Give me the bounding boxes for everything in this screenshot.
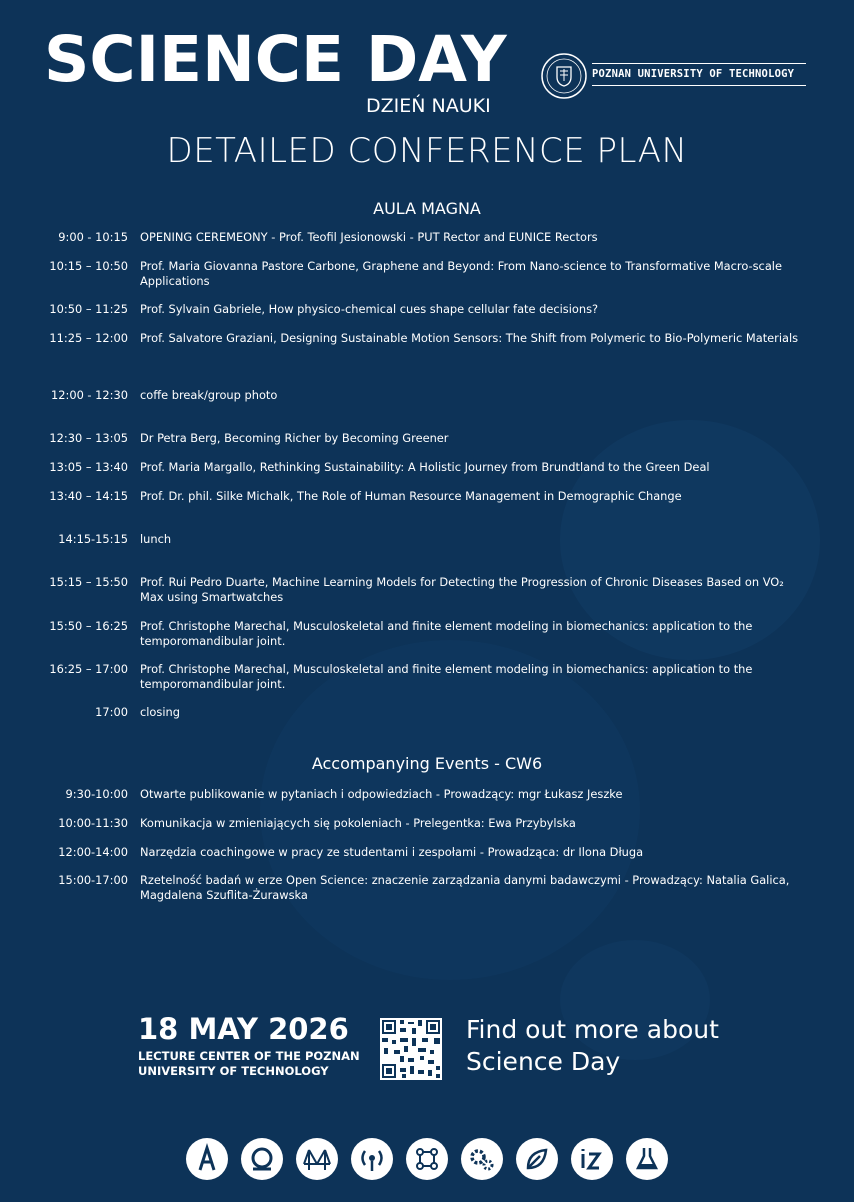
schedule-time: 15:15 – 15:50 bbox=[49, 575, 128, 589]
schedule-description: Prof. Salvatore Graziani, Designing Sustainable Motion Sensors: The Shift from Polymeric to Bio-Polymeric Materials bbox=[140, 331, 799, 345]
event-date: 18 MAY 2026 bbox=[138, 1012, 349, 1046]
university-name: POZNAN UNIVERSITY OF TECHNOLOGY bbox=[592, 63, 806, 86]
schedule-time: 12:30 – 13:05 bbox=[49, 431, 128, 445]
chemistry-molecule-icon bbox=[406, 1138, 448, 1180]
environment-leaf-icon bbox=[516, 1138, 558, 1180]
qr-code-icon[interactable] bbox=[380, 1018, 442, 1080]
schedule-description: Prof. Christophe Marechal, Musculoskeletal and finite element modeling in biomechanics: application to the temporomandibular joint. bbox=[140, 662, 753, 691]
schedule-time: 10:15 – 10:50 bbox=[49, 259, 128, 273]
schedule-time: 12:00 - 12:30 bbox=[50, 388, 128, 402]
event-time: 9:30-10:00 bbox=[65, 787, 128, 801]
architecture-icon bbox=[186, 1138, 228, 1180]
event-time: 12:00-14:00 bbox=[58, 845, 128, 859]
schedule-time: 10:50 – 11:25 bbox=[49, 302, 128, 316]
chemical-flask-icon bbox=[626, 1138, 668, 1180]
automation-icon bbox=[241, 1138, 283, 1180]
event-time: 10:00-11:30 bbox=[58, 816, 128, 830]
management-iz-icon bbox=[571, 1138, 613, 1180]
schedule-description: Prof. Dr. phil. Silke Michalk, The Role of Human Resource Management in Demographic Change bbox=[140, 489, 682, 503]
event-description: Narzędzia coachingowe w pracy ze studentami i zespołami - Prowadząca: dr Ilona Długa bbox=[140, 845, 644, 859]
schedule-time: 14:15-15:15 bbox=[58, 532, 128, 546]
event-venue: LECTURE CENTER OF THE POZNAN UNIVERSITY OF TECHNOLOGY bbox=[138, 1049, 360, 1078]
schedule-description: Prof. Christophe Marechal, Musculoskeletal and finite element modeling in biomechanics: application to the temporomandibular joint. bbox=[140, 619, 753, 648]
event-description: Rzetelność badań w erze Open Science: znaczenie zarządzania danymi badawczymi - Prowadzący: Natalia Galica, Magdalena Szuflita-Żurawska bbox=[140, 873, 790, 902]
schedule-time: 9:00 - 10:15 bbox=[58, 230, 128, 244]
schedule-description: Prof. Sylvain Gabriele, How physico-chemical cues shape cellular fate decisions? bbox=[140, 302, 599, 316]
schedule-time: 13:05 – 13:40 bbox=[49, 460, 128, 474]
schedule-time: 16:25 – 17:00 bbox=[49, 662, 128, 676]
event-title: SCIENCE DAY bbox=[44, 23, 507, 96]
schedule-time: 13:40 – 14:15 bbox=[49, 489, 128, 503]
accompanying-events-heading: Accompanying Events - CW6 bbox=[311, 754, 543, 773]
schedule-description: OPENING CEREMEONY - Prof. Teofil Jesionowski - PUT Rector and EUNICE Rectors bbox=[140, 230, 598, 244]
aula-magna-heading: AULA MAGNA bbox=[373, 199, 481, 218]
find-out-more-link[interactable]: Find out more about Science Day bbox=[466, 1015, 719, 1076]
telecommunications-icon bbox=[351, 1138, 393, 1180]
schedule-time: 17:00 bbox=[95, 705, 128, 719]
mechanical-gears-icon bbox=[461, 1138, 503, 1180]
university-seal-logo bbox=[541, 53, 587, 99]
plan-title: DETAILED CONFERENCE PLAN bbox=[166, 131, 688, 171]
schedule-description: closing bbox=[140, 705, 180, 719]
schedule-time: 15:50 – 16:25 bbox=[49, 619, 128, 633]
schedule-description: lunch bbox=[140, 532, 172, 546]
civil-engineering-icon bbox=[296, 1138, 338, 1180]
schedule-description: Prof. Rui Pedro Duarte, Machine Learning Models for Detecting the Progression of Chronic Diseases Based on VO₂ Max using Smartwatches bbox=[140, 575, 784, 604]
schedule-description: coffe break/group photo bbox=[140, 388, 278, 402]
event-description: Otwarte publikowanie w pytaniach i odpowiedziach - Prowadzący: mgr Łukasz Jeszke bbox=[140, 787, 623, 801]
event-subtitle: DZIEŃ NAUKI bbox=[366, 95, 491, 117]
schedule-time: 11:25 – 12:00 bbox=[49, 331, 128, 345]
event-time: 15:00-17:00 bbox=[58, 873, 128, 887]
event-description: Komunikacja w zmieniających się pokoleniach - Prelegentka: Ewa Przybylska bbox=[140, 816, 576, 830]
schedule-description: Prof. Maria Margallo, Rethinking Sustainability: A Holistic Journey from Brundtland to the Green Deal bbox=[140, 460, 710, 474]
schedule-description: Dr Petra Berg, Becoming Richer by Becoming Greener bbox=[140, 431, 449, 445]
schedule-description: Prof. Maria Giovanna Pastore Carbone, Graphene and Beyond: From Nano-science to Transformative Macro-scale Applications bbox=[140, 259, 782, 288]
